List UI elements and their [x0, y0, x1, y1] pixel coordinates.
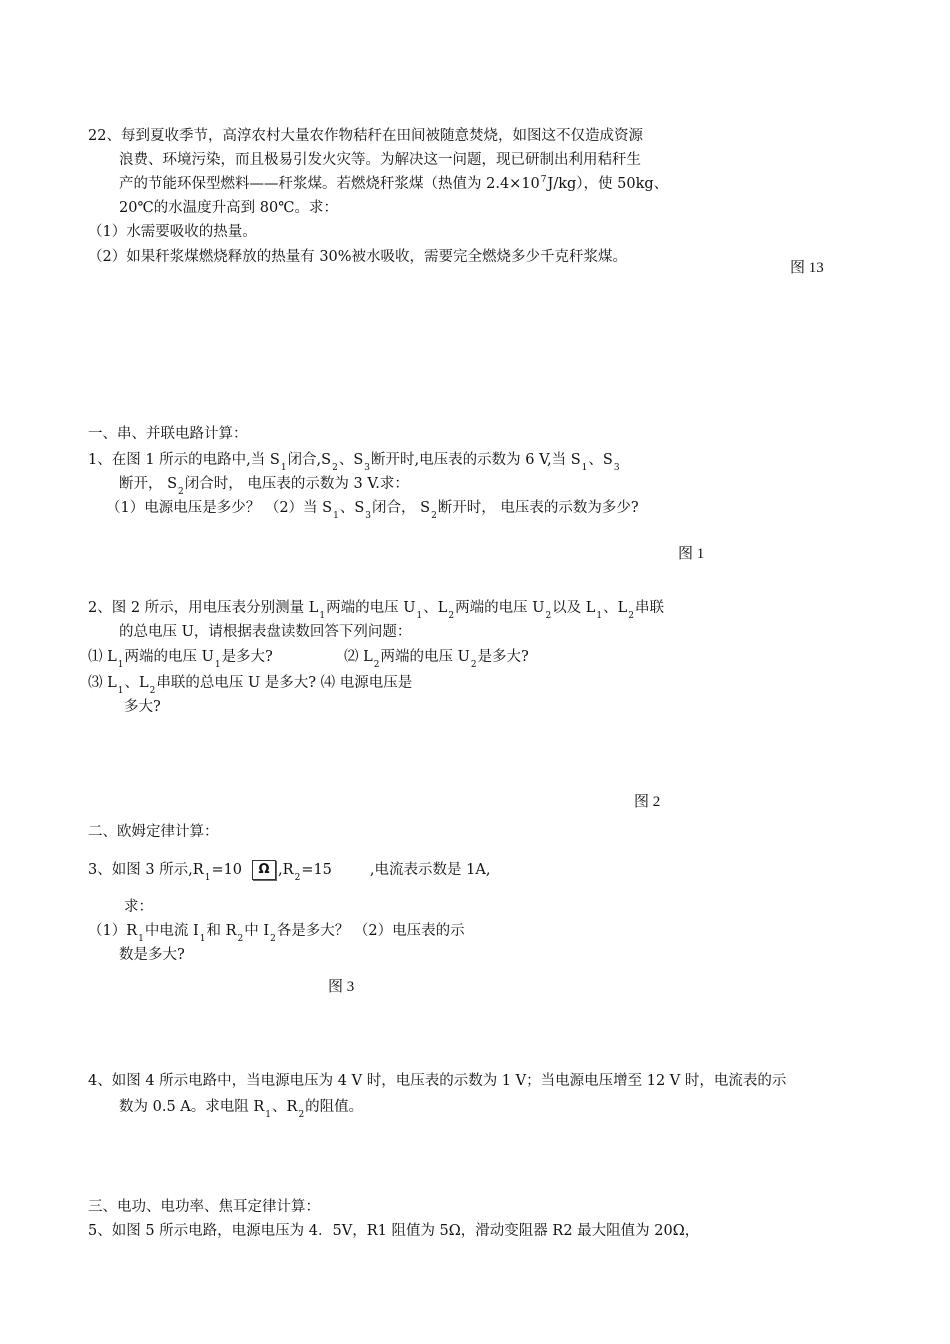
q2-line-3b: ⑵ $L_2$两端的电压 $U_2$是多大?: [344, 649, 529, 670]
q1-line-1: 1、在图 1 所示的电路中,当 $S_1$闭合$,S_2$、$S_3$断开时,电压表的示数为 6 V,当 $S_1$、$S_3$: [88, 452, 620, 473]
q4-line-2: 数为 0.5 A。求电阻 $R_1$、$R_2$的阻值。: [119, 1099, 364, 1120]
figure-13-label: 图 13: [790, 260, 824, 276]
q1-line-3: （1）电源电压是多少？ （2）当 $S_1$、$S_3$闭合， $S_2$断开时， 电压表的示数为多少?: [106, 500, 639, 521]
section-3-title: 三、电功、电功率、焦耳定律计算：: [88, 1199, 320, 1215]
q3-line-4: 数是多大?: [119, 947, 185, 963]
figure-1-label: 图 1: [678, 546, 705, 562]
q2-line-5: 多大?: [124, 699, 161, 715]
q22-line-1: 22、每到夏收季节，高淳农村大量农作物秸秆在田间被随意焚烧，如图这不仅造成资源: [88, 128, 643, 144]
q1-line-2: 断开， $S_2$闭合时， 电压表的示数为 3 V.求：: [119, 476, 409, 497]
q2-line-4: ⑶ $L_1$、$L_2$串联的总电压 U 是多大? ⑷ 电源电压是: [88, 675, 413, 696]
q3-line-2: 求：: [124, 899, 153, 915]
section-2-title: 二、欧姆定律计算：: [88, 824, 219, 840]
q22-line-4: 20℃的水温度升高到 80℃。求：: [119, 200, 338, 216]
q2-line-2: 的总电压 U，请根据表盘读数回答下列问题：: [119, 624, 412, 640]
q22-line-6: （2）如果秆浆煤燃烧释放的热量有 30%被水吸收，需要完全燃烧多少千克秆浆煤。: [88, 249, 628, 265]
q2-line-1: 2、图 2 所示，用电压表分别测量 $L_1$两端的电压 $U_1$、$L_2$两端的电压 $U_2$以及 $L_1$、$L_2$串联: [88, 600, 665, 621]
q22-line-5: （1）水需要吸收的热量。: [88, 224, 257, 240]
q3-line-3: $(1)R_1$中电流 $I_1$和 $R_2$中 $I_2$各是多大？ （2）电压表的示: [88, 923, 465, 944]
q22-line-3: 产的节能环保型燃料——秆浆煤。若燃烧秆浆煤（热值为 $2.4\times 10^7J/kg$），使 50kg、: [119, 175, 669, 192]
figure-2-label: 图 2: [634, 794, 661, 810]
figure-3-label: 图 3: [328, 979, 355, 995]
q4-line-1: 4、如图 4 所示电路中，当电源电压为 4 V 时，电压表的示数为 1 V；当电源电压增至 12 V 时，电流表的示: [88, 1073, 787, 1089]
q5-line-1: 5、如图 5 所示电路，电源电压为 4．5V，R1 阻值为 5Ω，滑动变阻器 R2 最大阻值为 20Ω，: [88, 1223, 700, 1239]
section-1-title: 一、串、并联电路计算：: [88, 426, 248, 442]
q3-line-1: 3、如图 3 所示$,R_1=10$ Ω $,R_2=15$ ,电流表示数是 1A,: [88, 862, 491, 883]
omega-symbol-icon: Ω: [252, 860, 276, 880]
q22-line-2: 浪费、环境污染，而且极易引发火灾等。为解决这一问题，现已研制出利用秸秆生: [119, 152, 641, 168]
q2-line-3a: ⑴ $L_1$两端的电压 $U_1$是多大?: [88, 649, 273, 670]
